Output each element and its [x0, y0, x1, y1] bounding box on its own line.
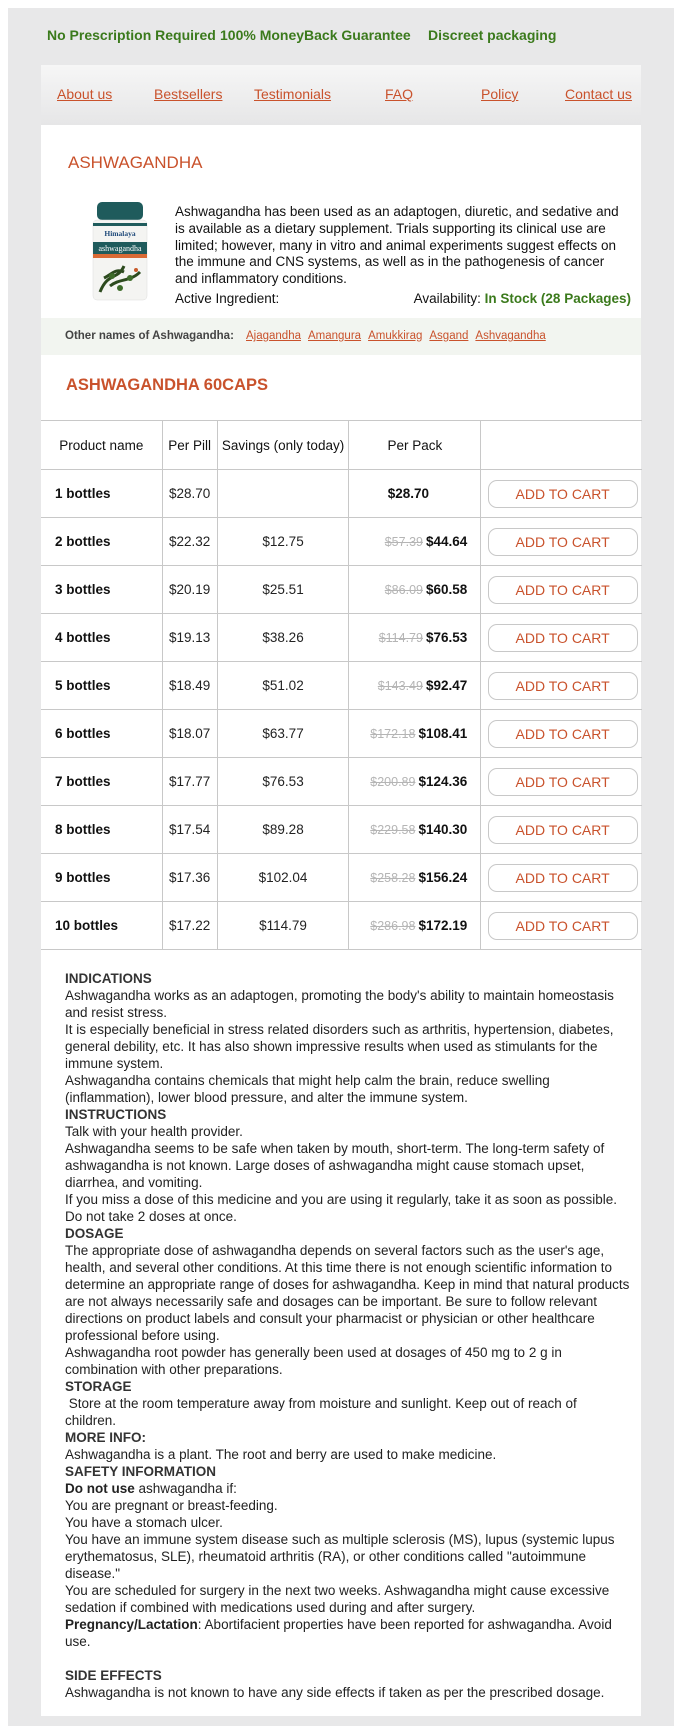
availability-label: Availability: — [413, 291, 481, 306]
row-savings: $63.77 — [217, 710, 349, 758]
availability — [414, 291, 631, 306]
safety-text: You have a stomach ulcer. — [65, 1515, 223, 1530]
page-frame — [8, 8, 674, 1726]
row-old-price: $258.28 — [370, 871, 416, 885]
do-not-use — [65, 1480, 630, 1497]
row-price: $108.41 — [418, 726, 468, 741]
header-savings: Savings (only today) — [217, 421, 349, 470]
price-row — [41, 806, 642, 854]
row-product-name: 2 bottles — [41, 518, 162, 566]
row-per-pill: $17.54 — [162, 806, 217, 854]
row-old-price: $286.98 — [370, 919, 416, 933]
row-old-price: $200.89 — [370, 775, 416, 789]
row-per-pack — [349, 614, 481, 662]
row-per-pill: $17.22 — [162, 902, 217, 950]
row-savings: $25.51 — [217, 566, 349, 614]
side-effects-text: Ashwagandha is not known to have any side effects if taken as per the prescribed dosage. — [65, 1685, 605, 1700]
row-savings: $12.75 — [217, 518, 349, 566]
other-name-link[interactable]: Ajagandha — [246, 330, 301, 342]
price-row — [41, 518, 642, 566]
row-action — [481, 614, 642, 662]
row-per-pack — [349, 470, 481, 518]
row-action — [481, 806, 642, 854]
more-info-text: Ashwagandha is a plant. The root and berry are used to make medicine. — [65, 1447, 497, 1462]
nav-contact-us[interactable]: Contact us — [565, 86, 632, 102]
row-action — [481, 902, 642, 950]
row-savings: $102.04 — [217, 854, 349, 902]
row-action — [481, 518, 642, 566]
row-savings: $76.53 — [217, 758, 349, 806]
price-row — [41, 470, 642, 518]
dosage-text: The appropriate dose of ashwagandha depends on several factors such as the user's age, health, and several other conditions. At this time there is not enough scientific information to determine an appropriate range of doses for ashwagandha. Keep in mind that natural products are not always necessarily safe and dosages can be important. Be sure to follow relevant directions on product labels and consult your pharmacist or physician or other healthcare professional before using. — [65, 1243, 630, 1343]
add-to-cart-button[interactable]: ADD TO CART — [488, 768, 638, 796]
row-product-name: 7 bottles — [41, 758, 162, 806]
package-title: ASHWAGANDHA 60CAPS — [66, 376, 268, 394]
row-old-price: $86.09 — [384, 583, 423, 597]
add-to-cart-button[interactable]: ADD TO CART — [488, 624, 638, 652]
add-to-cart-button[interactable]: ADD TO CART — [488, 672, 638, 700]
dosage-text: Ashwagandha root powder has generally been used at dosages of 450 mg to 2 g in combination with other preparations. — [65, 1345, 562, 1377]
row-per-pill: $18.07 — [162, 710, 217, 758]
row-old-price: $172.18 — [370, 727, 416, 741]
row-action — [481, 470, 642, 518]
add-to-cart-button[interactable]: ADD TO CART — [488, 720, 638, 748]
row-old-price: $57.39 — [384, 535, 423, 549]
header-per-pack: Per Pack — [349, 421, 481, 470]
product-title: ASHWAGANDHA — [68, 153, 203, 172]
row-per-pill: $22.32 — [162, 518, 217, 566]
row-per-pill: $28.70 — [162, 470, 217, 518]
header-product-name: Product name — [41, 421, 162, 470]
row-savings: $51.02 — [217, 662, 349, 710]
row-per-pack — [349, 806, 481, 854]
product-info — [65, 970, 630, 1701]
indications-text: It is especially beneficial in stress related disorders such as arthritis, hypertension, diabetes, general debility, etc. It has also shown impressive results when used as stimulants for the immune system. — [65, 1022, 614, 1071]
other-name-link[interactable]: Ashvagandha — [475, 330, 546, 342]
row-action — [481, 566, 642, 614]
row-product-name: 6 bottles — [41, 710, 162, 758]
row-price: $156.24 — [418, 870, 468, 885]
trust-banner — [8, 27, 674, 47]
row-per-pill: $18.49 — [162, 662, 217, 710]
other-names-links — [246, 330, 553, 342]
row-product-name: 3 bottles — [41, 566, 162, 614]
safety-text: You have an immune system disease such as multiple sclerosis (MS), lupus (systemic lupus erythematosus, SLE), rheumatoid arthritis (RA), or other conditions called "autoimmune disease." — [65, 1532, 615, 1581]
price-row — [41, 854, 642, 902]
pregnancy-rest: : Abortifacient properties have been reported for ashwagandha. Avoid use. — [65, 1617, 612, 1649]
add-to-cart-button[interactable]: ADD TO CART — [488, 864, 638, 892]
row-price: $124.36 — [418, 774, 468, 789]
product-card — [41, 125, 641, 1716]
side-effects-heading: SIDE EFFECTS — [65, 1668, 162, 1683]
nav-policy[interactable]: Policy — [481, 86, 519, 102]
row-per-pill: $19.13 — [162, 614, 217, 662]
row-savings: $114.79 — [217, 902, 349, 950]
add-to-cart-button[interactable]: ADD TO CART — [488, 528, 638, 556]
row-savings: $89.28 — [217, 806, 349, 854]
other-name-link[interactable]: Amukkirag — [368, 330, 423, 342]
row-old-price: $229.58 — [370, 823, 416, 837]
row-per-pack — [349, 566, 481, 614]
row-action — [481, 662, 642, 710]
row-price: $44.64 — [425, 534, 468, 549]
row-per-pack — [349, 518, 481, 566]
safety-heading: SAFETY INFORMATION — [65, 1464, 216, 1479]
other-names-label: Other names of Ashwagandha: — [65, 330, 234, 342]
add-to-cart-button[interactable]: ADD TO CART — [488, 816, 638, 844]
row-product-name: 4 bottles — [41, 614, 162, 662]
add-to-cart-button[interactable]: ADD TO CART — [488, 480, 638, 508]
row-price: $92.47 — [425, 678, 468, 693]
row-product-name: 9 bottles — [41, 854, 162, 902]
add-to-cart-button[interactable]: ADD TO CART — [488, 912, 638, 940]
row-per-pill: $17.77 — [162, 758, 217, 806]
other-names-band — [41, 318, 641, 355]
dosage-heading: DOSAGE — [65, 1226, 124, 1241]
row-per-pill: $20.19 — [162, 566, 217, 614]
instructions-text: If you miss a dose of this medicine and you are using it regularly, take it as soon as possible. Do not take 2 doses at once. — [65, 1192, 618, 1224]
product-description: Ashwagandha has been used as an adaptogen, diuretic, and sedative and is available as a dietary supplement. Trials supporting its clinical use are limited; however, many in vitro and animal experiments suggest effects on the immune and CNS systems, as well as in the pathogenesis of cancer and inflammatory conditions. — [175, 204, 619, 287]
instructions-text: Ashwagandha seems to be safe when taken by mouth, short-term. The long-term safety of ashwagandha is not known. Large doses of ashwagandha might cause stomach upset, diarrhea, and vomiting. — [65, 1141, 605, 1190]
header-per-pill: Per Pill — [162, 421, 217, 470]
row-savings — [217, 470, 349, 518]
do-not-use-bold: Do not use — [65, 1481, 135, 1496]
row-savings: $38.26 — [217, 614, 349, 662]
row-action — [481, 854, 642, 902]
banner-no-prescription: No Prescription Required — [47, 27, 216, 43]
more-info-heading: MORE INFO: — [65, 1430, 146, 1445]
row-per-pill: $17.36 — [162, 854, 217, 902]
price-row — [41, 902, 642, 950]
row-per-pack — [349, 662, 481, 710]
product-image — [90, 202, 150, 302]
price-row — [41, 662, 642, 710]
banner-discreet: Discreet packaging — [428, 27, 557, 43]
row-old-price: $114.79 — [378, 631, 423, 645]
nav-about-us[interactable]: About us — [57, 86, 113, 102]
row-product-name: 1 bottles — [41, 470, 162, 518]
row-per-pack — [349, 902, 481, 950]
row-price: $76.53 — [425, 630, 468, 645]
availability-value: In Stock (28 Packages) — [484, 291, 631, 306]
storage-text: Store at the room temperature away from moisture and sunlight. Keep out of reach of children. — [65, 1396, 581, 1428]
storage-heading: STORAGE — [65, 1379, 132, 1394]
bottle-brand: Himalaya — [104, 229, 136, 238]
safety-text: You are scheduled for surgery in the next two weeks. Ashwagandha might cause excessive sedation if combined with medications used during and after surgery. — [65, 1583, 610, 1615]
nav-testimonials[interactable]: Testimonials — [254, 86, 332, 102]
row-per-pack — [349, 854, 481, 902]
instructions-text: Talk with your health provider. — [65, 1124, 243, 1139]
nav-bestsellers[interactable]: Bestsellers — [154, 86, 223, 102]
row-product-name: 10 bottles — [41, 902, 162, 950]
bottle-label: ashwagandha — [98, 244, 142, 253]
row-price: $140.30 — [418, 822, 468, 837]
active-ingredient-label: Active Ingredient: — [175, 291, 280, 306]
price-table-header — [41, 421, 642, 470]
do-not-use-rest: ashwagandha if: — [134, 1481, 237, 1496]
pregnancy-bold: Pregnancy/Lactation — [65, 1617, 198, 1632]
indications-text: Ashwagandha contains chemicals that might help calm the brain, reduce swelling (inflammation), lower blood pressure, and alter the immune system. — [65, 1073, 550, 1105]
safety-text: You are pregnant or breast-feeding. — [65, 1498, 278, 1513]
instructions-heading: INSTRUCTIONS — [65, 1107, 167, 1122]
indications-text: Ashwagandha works as an adaptogen, promoting the body's ability to maintain homeostasis and resist stress. — [65, 988, 614, 1020]
indications-heading: INDICATIONS — [65, 971, 152, 986]
add-to-cart-button[interactable]: ADD TO CART — [488, 576, 638, 604]
price-row — [41, 566, 642, 614]
banner-moneyback: 100% MoneyBack Guarantee — [220, 27, 411, 43]
price-row — [41, 614, 642, 662]
row-action — [481, 758, 642, 806]
row-action — [481, 710, 642, 758]
other-name-link[interactable]: Asgand — [429, 330, 469, 342]
row-price: $172.19 — [418, 918, 468, 933]
bottle-cap — [97, 202, 143, 220]
other-name-link[interactable]: Amangura — [308, 330, 362, 342]
main-nav — [41, 65, 641, 125]
price-row — [41, 710, 642, 758]
row-product-name: 8 bottles — [41, 806, 162, 854]
row-per-pack — [349, 710, 481, 758]
header-action — [481, 421, 642, 470]
nav-faq[interactable]: FAQ — [385, 86, 414, 102]
row-product-name: 5 bottles — [41, 662, 162, 710]
row-price: $28.70 — [387, 486, 429, 501]
row-per-pack — [349, 758, 481, 806]
price-table — [41, 420, 642, 950]
price-row — [41, 758, 642, 806]
row-price: $60.58 — [425, 582, 468, 597]
pregnancy-text — [65, 1616, 630, 1650]
row-old-price: $143.49 — [377, 679, 423, 693]
